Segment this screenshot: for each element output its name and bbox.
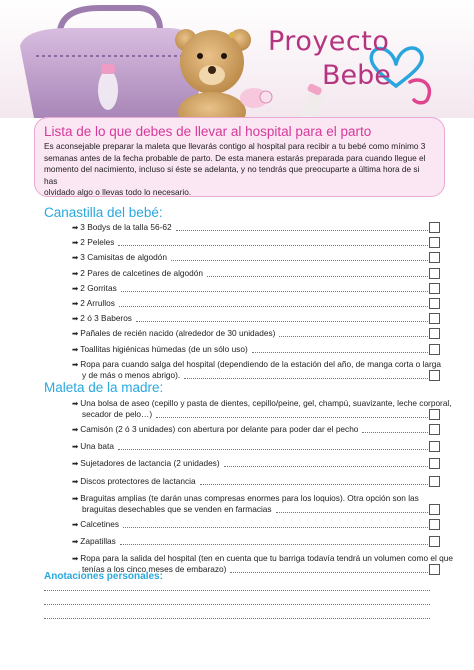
note-line[interactable] xyxy=(44,604,430,605)
checklist-item-line xyxy=(72,504,444,515)
dotted-leader xyxy=(123,527,428,528)
checklist-item xyxy=(72,283,444,294)
checklist-item-label: Sujetadores de lactancia (2 unidades) xyxy=(80,458,220,469)
checklist-item xyxy=(72,536,444,547)
dotted-leader xyxy=(136,321,428,322)
checkbox-icon[interactable] xyxy=(429,328,440,339)
checklist-item-label: Una bata xyxy=(80,441,114,452)
checkbox-icon[interactable] xyxy=(429,476,440,487)
checklist-item-line xyxy=(72,252,444,263)
checklist-item xyxy=(72,298,444,309)
checkbox-icon[interactable] xyxy=(429,222,440,233)
arrow-right-icon: ➡ xyxy=(72,493,79,503)
note-line[interactable] xyxy=(44,618,430,619)
checklist-item xyxy=(72,268,444,279)
checkbox-icon[interactable] xyxy=(429,252,440,263)
brand-name-bebe: Bebe xyxy=(322,60,391,91)
page-title: Lista de lo que debes de llevar al hospital para el parto xyxy=(44,124,372,139)
checkbox-icon[interactable] xyxy=(429,344,440,355)
checklist-item-label: Camisón (2 ó 3 unidades) con abertura por delante para poder dar el pecho xyxy=(80,424,359,434)
checklist-item xyxy=(72,344,444,355)
checklist-item xyxy=(72,222,444,233)
checklist-item-label: 2 Peleles xyxy=(80,237,115,248)
checklist-item-label: 2 Pares de calcetines de algodón xyxy=(80,267,203,278)
arrow-right-icon: ➡ xyxy=(72,314,79,324)
checklist-item-line xyxy=(72,441,444,452)
checklist-item-line xyxy=(72,283,444,294)
checklist-item-line xyxy=(72,409,444,420)
dotted-leader xyxy=(176,230,428,231)
checklist-item xyxy=(72,476,444,487)
checklist-canastilla xyxy=(72,222,444,384)
intro-line: Es aconsejable preparar la maleta que llevarás contigo al hospital para recibir a tu bebé como mínimo 3 xyxy=(44,141,426,151)
dotted-leader xyxy=(230,572,428,573)
intro-line: olvidado algo o llevas todo lo necesario. xyxy=(44,187,192,198)
checkbox-icon[interactable] xyxy=(429,536,440,547)
checklist-item-label: braguitas desechables que se venden en farmacias xyxy=(82,503,272,514)
checklist-item-line xyxy=(72,476,444,487)
checklist-item-line xyxy=(72,458,444,469)
dotted-leader xyxy=(224,466,428,467)
checklist-item xyxy=(72,441,444,452)
brand-name-proyecto: Proyecto xyxy=(268,26,390,57)
checklist-item-label: Ropa para cuando salga del hospital (dependiendo de la estación del año, de manga corta o larga xyxy=(80,358,442,369)
checklist-item-label: Zapatillas xyxy=(80,535,116,546)
checklist-item-line xyxy=(72,237,444,248)
section-title-canastilla: Canastilla del bebé: xyxy=(44,205,163,220)
checklist-item-line xyxy=(72,493,444,504)
checklist-item xyxy=(72,424,444,435)
dotted-leader xyxy=(276,512,428,513)
dotted-leader xyxy=(119,306,428,307)
dotted-leader xyxy=(279,336,428,337)
checklist-item xyxy=(72,398,452,420)
checkbox-icon[interactable] xyxy=(429,409,440,420)
arrow-right-icon: ➡ xyxy=(72,283,79,293)
checkbox-icon[interactable] xyxy=(429,504,440,515)
checklist-item-line xyxy=(72,359,444,370)
checklist-item xyxy=(72,359,444,381)
checklist-item-line xyxy=(72,298,444,309)
dotted-leader xyxy=(121,291,428,292)
dotted-leader xyxy=(120,544,428,545)
checklist-item-label: Discos protectores de lactancia xyxy=(80,475,196,486)
checklist-item xyxy=(72,328,444,339)
checklist-item-label: Una bolsa de aseo (cepillo y pasta de dientes, cepillo/peine, gel, champú, suavizante, leche corporal, xyxy=(80,398,452,408)
checklist-item-line xyxy=(72,398,452,409)
checklist-item-label: Pañales de recién nacido (alrededor de 30 unidades) xyxy=(80,328,276,339)
checklist-item xyxy=(72,252,444,263)
checklist-maleta xyxy=(72,398,453,579)
checkbox-icon[interactable] xyxy=(429,237,440,248)
dotted-leader xyxy=(156,417,428,418)
checklist-item-label: Braguitas amplias (te darán unas compresas enormes para los loquios). Otra opción son las xyxy=(80,492,419,503)
checkbox-icon[interactable] xyxy=(429,313,440,324)
arrow-right-icon: ➡ xyxy=(72,459,79,469)
checklist-item-line xyxy=(72,268,444,279)
checklist-item xyxy=(72,313,444,324)
teddy-bear-image xyxy=(175,29,251,118)
checklist-item-line xyxy=(72,424,444,435)
notes-title: Anotaciones personales: xyxy=(44,571,163,582)
arrow-right-icon: ➡ xyxy=(72,298,79,308)
checklist-item-label: y de más o menos abrigo). xyxy=(82,369,181,380)
dotted-leader xyxy=(252,352,428,353)
checklist-item-line xyxy=(72,222,444,233)
checklist-item xyxy=(72,519,444,530)
section-title-maleta: Maleta de la madre: xyxy=(44,380,164,395)
checkbox-icon[interactable] xyxy=(429,424,440,435)
checkbox-icon[interactable] xyxy=(429,519,440,530)
dotted-leader xyxy=(118,449,428,450)
checklist-item-label: Calcetines xyxy=(80,518,120,529)
dotted-leader xyxy=(171,260,428,261)
checklist-item-label: Ropa para la salida del hospital (ten en cuenta que tu barriga todavía tendrá un volumen como el que xyxy=(80,553,453,564)
checklist-item-label: 3 Bodys de la talla 56-62 xyxy=(80,222,172,232)
checklist-item-label: secador de pelo…) xyxy=(82,409,153,419)
checkbox-icon[interactable] xyxy=(429,564,440,575)
checklist-item-line xyxy=(72,519,444,530)
checklist-item xyxy=(72,237,444,248)
checklist-item-line xyxy=(72,344,444,355)
arrow-right-icon: ➡ xyxy=(72,476,79,486)
intro-line: momento del nacimiento, incluso si éste se adelanta, y no tendrás que preocuparte a última hora de si has xyxy=(44,164,420,186)
checklist-item-label: Toallitas higiénicas húmedas (de un sólo uso) xyxy=(80,343,248,354)
checklist-item-label: 2 Arrullos xyxy=(80,297,115,308)
intro-box xyxy=(34,117,445,197)
arrow-right-icon: ➡ xyxy=(72,359,79,369)
header-illustration xyxy=(0,0,474,118)
checkbox-icon[interactable] xyxy=(429,441,440,452)
arrow-right-icon: ➡ xyxy=(72,554,79,564)
checklist-item-line xyxy=(72,313,444,324)
arrow-right-icon: ➡ xyxy=(72,253,79,263)
intro-line: semanas antes de la fecha probable de parto. De esta manera estarás preparada para cuando llegue el xyxy=(44,152,426,163)
dotted-leader xyxy=(207,276,428,277)
checklist-item-label: 2 ó 3 Baberos xyxy=(80,313,132,324)
checklist-item-label: tenías a los cinco meses de embarazo) xyxy=(82,564,227,575)
checkbox-icon[interactable] xyxy=(429,370,440,381)
checklist-item-label: 3 Camisitas de algodón xyxy=(80,252,168,263)
arrow-right-icon: ➡ xyxy=(72,425,79,434)
arrow-right-icon: ➡ xyxy=(72,329,79,339)
arrow-right-icon: ➡ xyxy=(72,344,79,354)
checklist-item xyxy=(72,458,444,469)
arrow-right-icon: ➡ xyxy=(72,519,79,529)
arrow-right-icon: ➡ xyxy=(72,536,79,546)
arrow-right-icon: ➡ xyxy=(72,442,79,452)
dotted-leader xyxy=(184,378,428,379)
note-line[interactable] xyxy=(44,590,430,591)
checklist-item-label: 2 Gorritas xyxy=(80,282,117,293)
arrow-right-icon: ➡ xyxy=(72,399,79,408)
dotted-leader xyxy=(118,245,428,246)
checkbox-icon[interactable] xyxy=(429,268,440,279)
arrow-right-icon: ➡ xyxy=(72,268,79,278)
dotted-leader xyxy=(200,484,428,485)
checklist-item-line xyxy=(72,328,444,339)
arrow-right-icon: ➡ xyxy=(72,223,79,232)
header-banner xyxy=(0,0,474,118)
checklist-item-line xyxy=(72,536,444,547)
checklist-item-line xyxy=(72,553,453,564)
checklist-item xyxy=(72,493,444,515)
checkbox-icon[interactable] xyxy=(429,458,440,469)
checkbox-icon[interactable] xyxy=(429,283,440,294)
intro-paragraph xyxy=(44,141,434,199)
arrow-right-icon: ➡ xyxy=(72,238,79,248)
checkbox-icon[interactable] xyxy=(429,298,440,309)
dotted-leader xyxy=(362,432,428,433)
